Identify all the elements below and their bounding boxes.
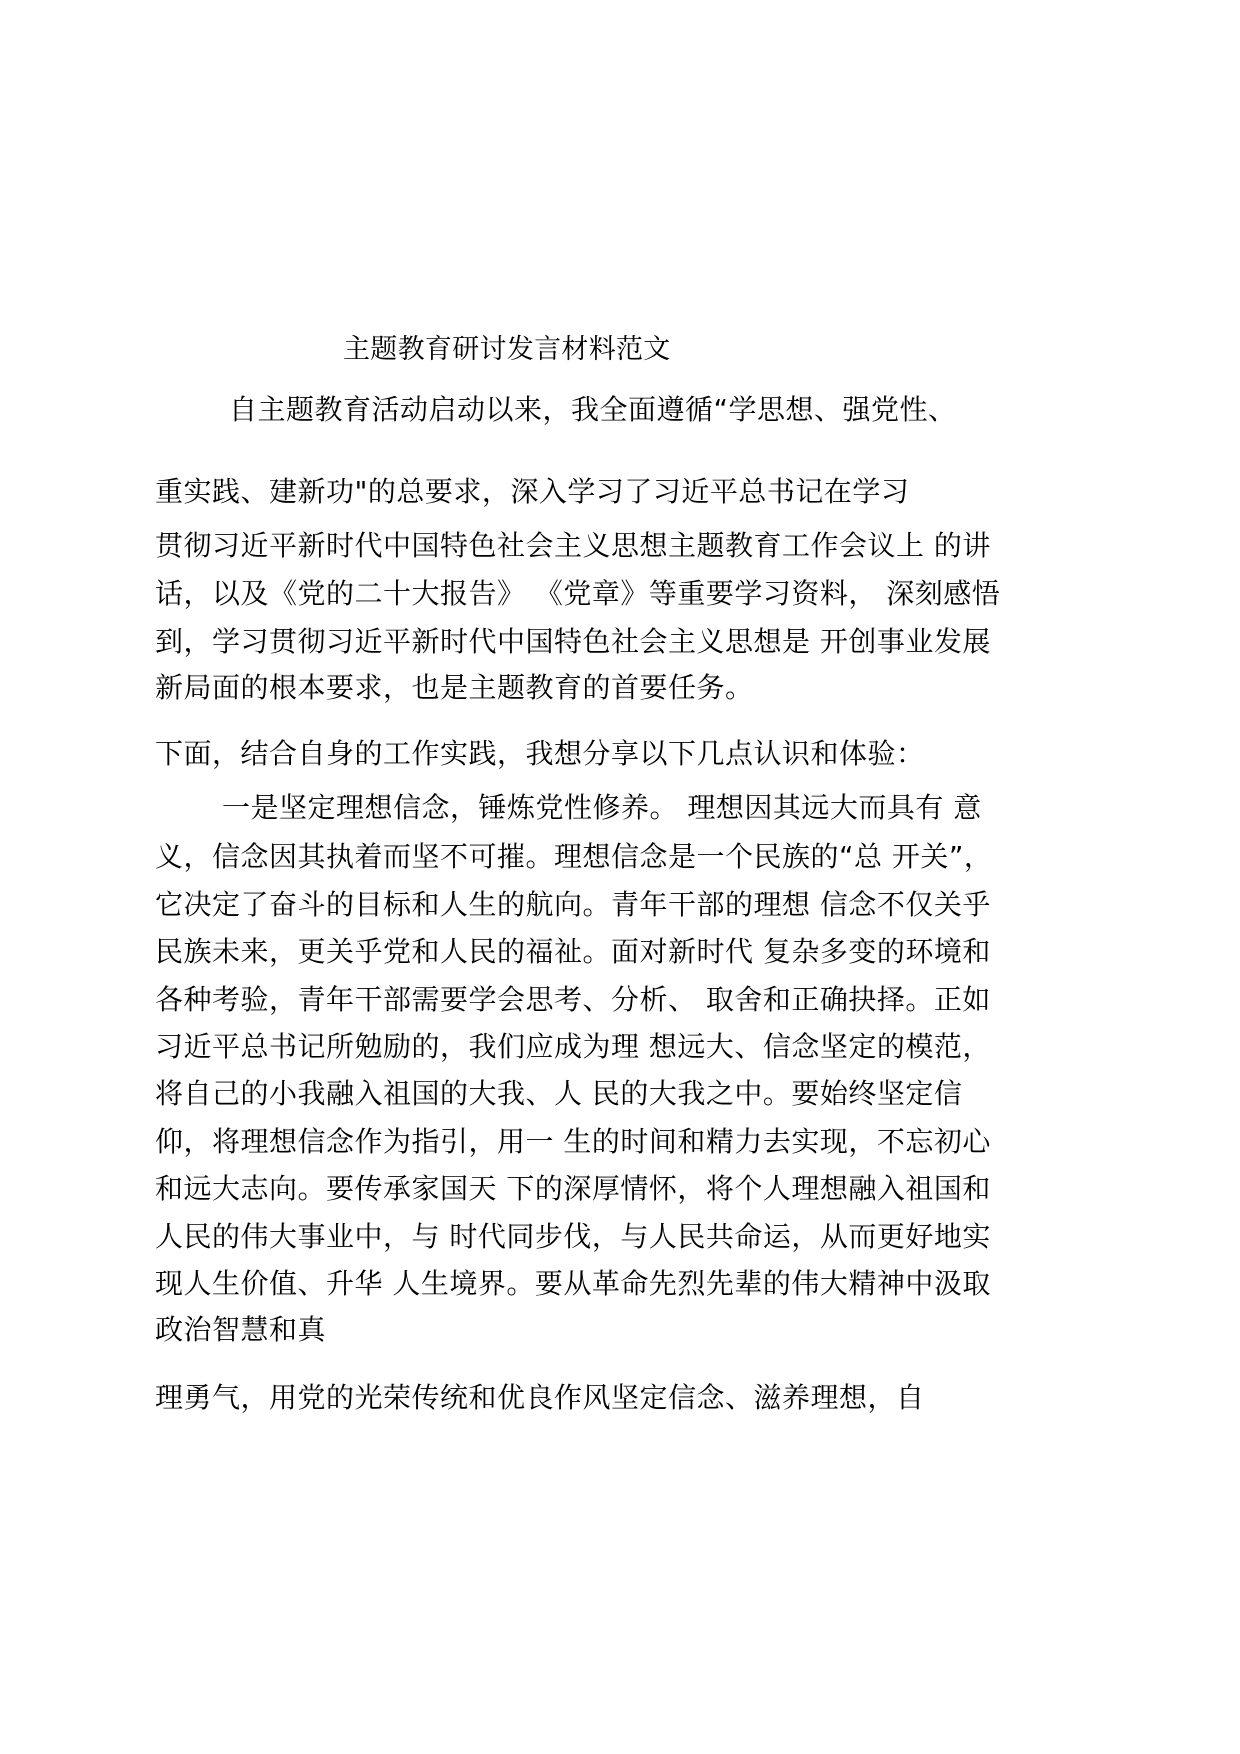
paragraph-line: 一是坚定理想信念，锤炼党性修养。 理想因其远大而具有 意 [222, 791, 982, 824]
paragraph-line: 话，以及《党的二十大报告》 《党章》等重要学习资料， 深刻感悟 [155, 577, 1001, 610]
document-title: 主题教育研讨发言材料范文 [343, 334, 671, 365]
paragraph-line: 到，学习贯彻习近平新时代中国特色社会主义思想是 开创事业发展 [155, 625, 991, 658]
paragraph-line: 现人生价值、升华 人生境界。要从革命先烈先辈的伟大精神中汲取 [155, 1267, 991, 1300]
paragraph-line: 各种考验，青年干部需要学会思考、分析、 取舍和正确抉择。正如 [155, 983, 991, 1016]
paragraph-line: 重实践、建新功"的总要求，深入学习了习近平总书记在学习 [155, 475, 910, 508]
paragraph-line: 自主题教育活动启动以来，我全面遵循“学思想、强党性、 [229, 393, 957, 426]
paragraph-line: 习近平总书记所勉励的，我们应成为理 想远大、信念坚定的模范， [155, 1030, 991, 1063]
paragraph-line: 和远大志向。要传承家国天 下的深厚情怀，将个人理想融入祖国和 [155, 1172, 991, 1205]
paragraph-line: 下面，结合自身的工作实践，我想分享以下几点认识和体验： [155, 737, 925, 770]
paragraph-line: 人民的伟大事业中，与 时代同步伐，与人民共命运，从而更好地实 [155, 1220, 991, 1253]
paragraph-line: 义，信念因其执着而坚不可摧。理想信念是一个民族的“总 开关”， [155, 840, 993, 873]
paragraph-line: 政治智慧和真 [155, 1313, 327, 1346]
paragraph-line: 仰，将理想信念作为指引，用一 生的时间和精力去实现，不忘初心 [155, 1125, 991, 1158]
paragraph-line: 它决定了奋斗的目标和人生的航向。青年干部的理想 信念不仅关乎 [155, 888, 991, 921]
paragraph-line: 将自己的小我融入祖国的大我、人 民的大我之中。要始终坚定信 [155, 1077, 963, 1110]
paragraph-line: 贯彻习近平新时代中国特色社会主义思想主题教育工作会议上 的讲 [155, 529, 991, 562]
paragraph-line: 民族未来，更关乎党和人民的福祉。面对新时代 复杂多变的环境和 [155, 935, 991, 968]
paragraph-line: 理勇气，用党的光荣传统和优良作风坚定信念、滋养理想，自 [155, 1381, 925, 1414]
paragraph-line: 新局面的根本要求，也是主题教育的首要任务。 [155, 671, 754, 704]
